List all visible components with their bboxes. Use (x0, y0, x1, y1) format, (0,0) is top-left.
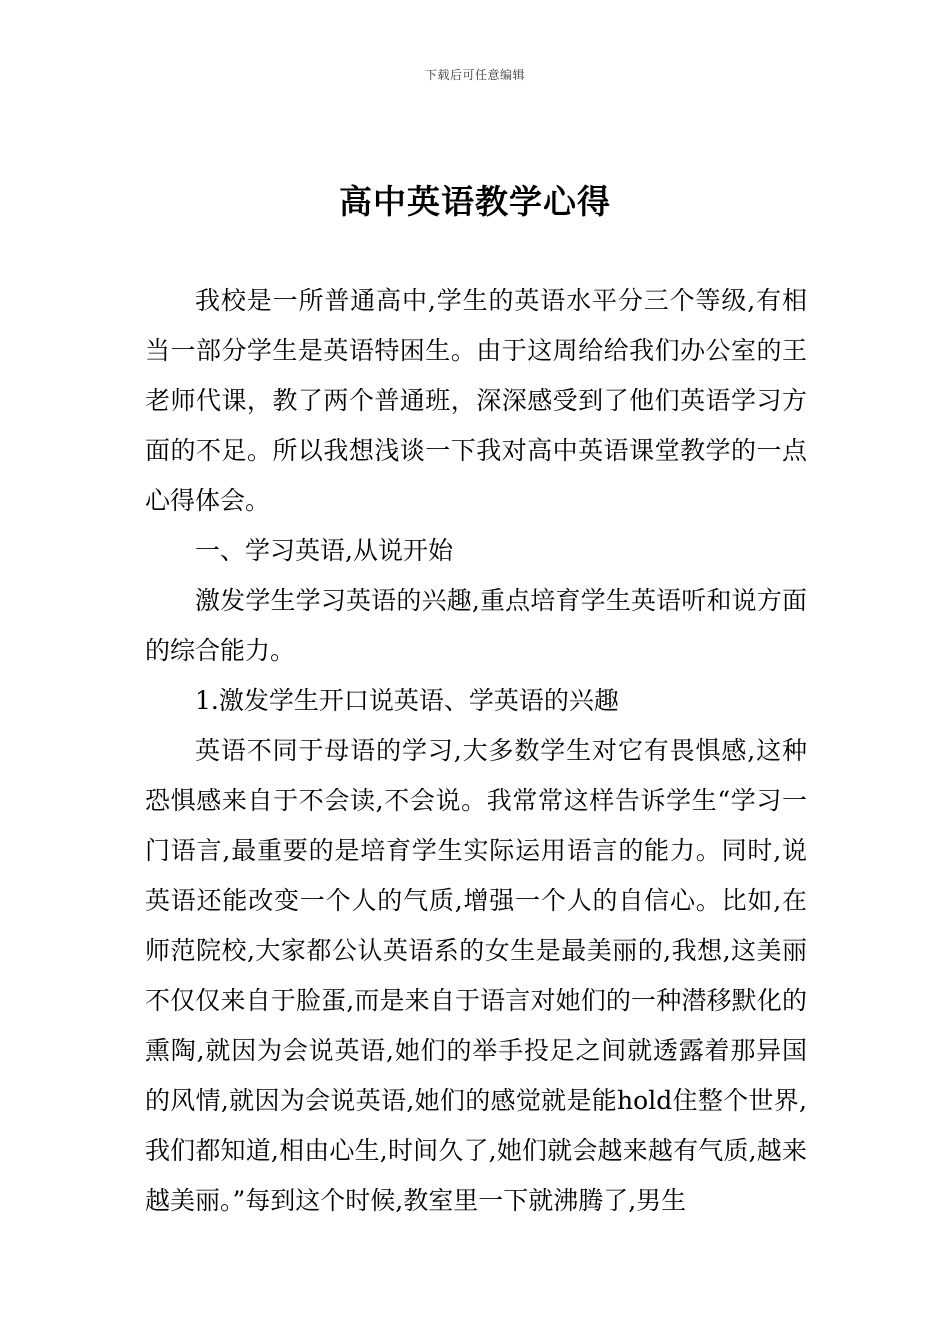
header-note: 下载后可任意编辑 (424, 68, 525, 82)
paragraph-subsection-1-1: 英语不同于母语的学习,大多数学生对它有畏惧感,这种恐惧感来自于不会读,不会说。我常常这样告诉学生“学习一门语言,最重要的是培育学生实际运用语言的能力。同时,说英语还能改变一个人的气质,增强一个人的自信心。比如,在师范院校,大家都公认英语系的女生是最美丽的,我想,这美丽不仅仅来自于脸蛋,而是来自于语言对她们的一种潜移默化的熏陶,就因为会说英语,她们的举手投足之间就透露着那异国的风情,就因为会说英语,她们的感觉就是能hold住整个世界,我们都知道,相由心生,时间久了,她们就会越来越有气质,越来越美丽。”每到这个时候,教室里一下就沸腾了,男生 (145, 736, 807, 1215)
document-title: 高中英语教学心得 (339, 182, 611, 221)
document-body (145, 276, 807, 1226)
paragraph-section-1: 激发学生学习英语的兴趣,重点培育学生英语听和说方面的综合能力。 (145, 586, 807, 665)
paragraph-intro: 我校是一所普通高中,学生的英语水平分三个等级,有相当一部分学生是英语特困生。由于这周给给我们办公室的王老师代课，教了两个普通班，深深感受到了他们英语学习方面的不足。所以我想浅谈一下我对高中英语课堂教学的一点心得体会。 (145, 286, 807, 515)
subheading-1-1: 1.激发学生开口说英语、学英语的兴趣 (195, 686, 619, 715)
section-heading-1: 一、学习英语,从说开始 (195, 536, 453, 565)
